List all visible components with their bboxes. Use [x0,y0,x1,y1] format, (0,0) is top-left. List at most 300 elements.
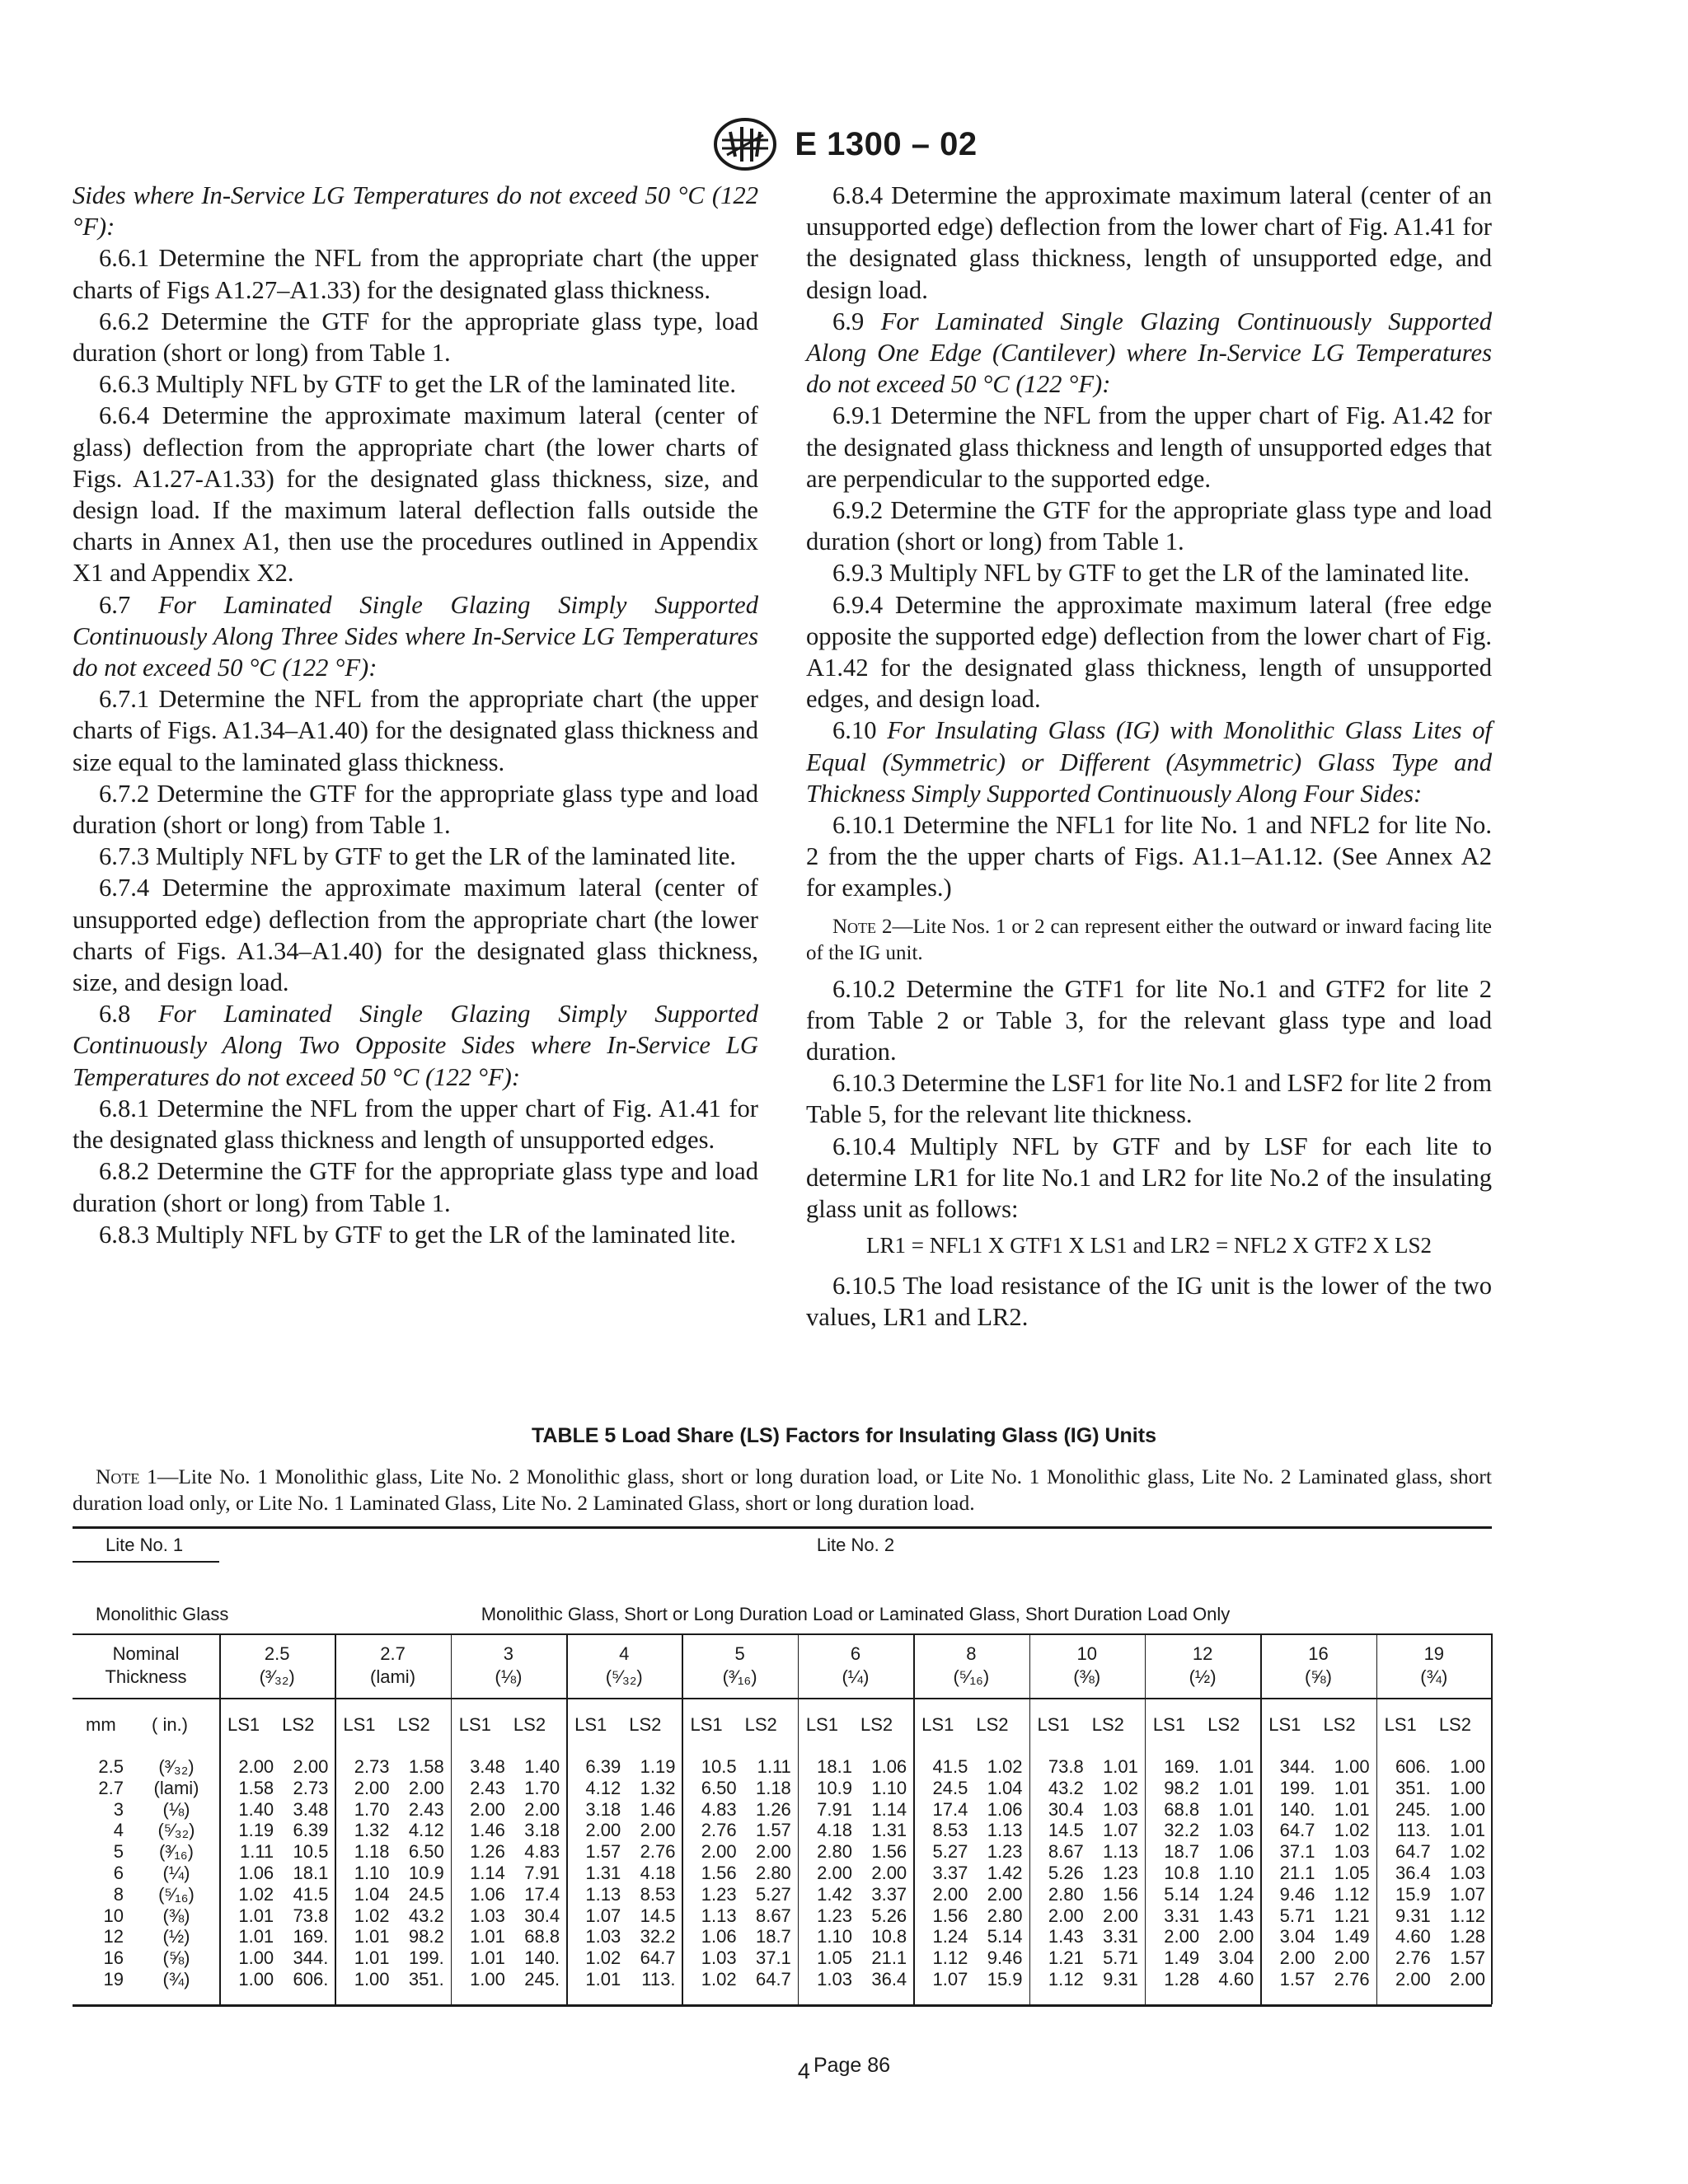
ls1-value: 5.26 [1048,1863,1084,1883]
col-mm-2.5: 2.5 [264,1643,290,1664]
ls1-value: 10.5 [701,1756,737,1777]
unit-mm: mm [86,1714,116,1735]
ls2-value: 2.00 [1450,1969,1485,1990]
ls1-value: 1.70 [354,1798,390,1820]
ls1-value: 4.12 [585,1777,621,1798]
ls2-value: 1.07 [1450,1883,1485,1905]
paragraph: 6.10.4 Multiply NFL by GTF and by LSF for each lite to determine LR1 for lite No.1 and LR2 for lite No.2 of the insulating glass unit as follows: [806,1132,1492,1224]
ls2-value: 36.4 [871,1969,907,1990]
col-mm-16: 16 [1308,1643,1329,1664]
column-divider [1145,1633,1146,2004]
ls2-value: 5.27 [755,1883,791,1905]
ls1-header: LS1 [458,1714,491,1735]
ls2-value: 1.12 [1450,1905,1485,1926]
column-divider [451,1633,452,2004]
ls2-value: 4.18 [640,1863,676,1883]
ls2-value: 1.12 [1334,1883,1370,1905]
ls2-value: 64.7 [640,1947,676,1969]
ls2-value: 1.26 [755,1798,791,1820]
ls2-value: 1.11 [757,1756,791,1777]
ls2-value: 9.31 [1103,1969,1138,1990]
ls1-value: 5.14 [1164,1883,1200,1905]
ls1-value: 10.8 [1164,1863,1200,1883]
ls2-value: 1.02 [1334,1820,1370,1841]
ls2-header: LS2 [397,1714,430,1735]
paragraph: 6.6.3 Multiply NFL by GTF to get the LR of the laminated lite. [99,370,736,399]
ls2-value: 1.46 [640,1798,676,1820]
ls2-value: 6.39 [293,1820,329,1841]
ls1-value: 1.58 [238,1777,274,1798]
ls1-value: 3.31 [1164,1905,1200,1926]
note-label: Note [832,915,877,938]
row-mm: 12 [103,1926,124,1947]
paragraph: 6.10.2 Determine the GTF1 for lite No.1 and GTF2 for lite 2 from Table 2 or Table 3, for the relevant glass type and load duration. [806,974,1492,1066]
ls1-value: 1.02 [238,1883,274,1905]
ls1-value: 2.80 [817,1841,852,1863]
ls1-value: 1.00 [238,1969,274,1990]
ls1-value: 1.01 [354,1947,390,1969]
ls2-value: 5.26 [871,1905,907,1926]
ls1-value: 1.01 [354,1926,390,1947]
table-note-label: Note [96,1465,140,1488]
ls1-value: 1.46 [470,1820,505,1841]
col-mm-4: 4 [619,1643,630,1664]
ls1-value: 1.02 [701,1969,737,1990]
row-in: (⁵⁄₁₆) [158,1883,195,1905]
ls2-value: 1.18 [755,1777,791,1798]
ls2-value: 2.76 [1334,1969,1370,1990]
ls2-value: 2.00 [408,1777,444,1798]
ls1-value: 1.03 [585,1926,621,1947]
ls2-value: 1.00 [1334,1756,1370,1777]
row-mm: 4 [113,1820,124,1841]
paragraph: 6.7.3 Multiply NFL by GTF to get the LR of the laminated lite. [99,842,736,871]
ls2-value: 17.4 [524,1883,560,1905]
ls1-value: 2.80 [1048,1883,1084,1905]
ls1-value: 24.5 [932,1777,968,1798]
ls1-value: 43.2 [1048,1777,1084,1798]
ls1-value: 6.39 [585,1756,621,1777]
lite2-header: Lite No. 2 [816,1535,895,1555]
col-in-5: (³⁄₁₆) [722,1666,757,1687]
ls2-value: 3.18 [524,1820,560,1841]
row-in: (⅜) [162,1905,190,1926]
ls2-value: 1.06 [987,1798,1023,1820]
ls1-value: 5.27 [932,1841,968,1863]
ls1-value: 1.42 [817,1883,852,1905]
ls2-value: 1.31 [871,1820,907,1841]
paragraph: 6.9.2 Determine the GTF for the appropriate glass type and load duration (short or long) from Table 1. [806,496,1492,556]
ls1-value: 32.2 [1164,1820,1200,1841]
ls2-value: 5.71 [1103,1947,1138,1969]
col-in-2.7: (lami) [370,1666,416,1687]
ls1-value: 1.07 [932,1969,968,1990]
column-divider [1376,1633,1378,2004]
table-note-text: 1—Lite No. 1 Monolithic glass, Lite No. 2 Monolithic glass, short or long duration load, or Lite No. 1 Monolithic glass, Lite No. 2 Laminated glass, short duration load only, or Lite No. 1 Laminated Glass, Lite No. 2 Laminated Glass, short or long duration load. [73,1465,1493,1515]
ls1-header: LS1 [690,1714,723,1735]
ls2-value: 5.14 [987,1926,1023,1947]
ls1-value: 1.43 [1048,1926,1084,1947]
ls2-value: 1.10 [1218,1863,1254,1883]
section-number: 6.8 [99,1000,131,1029]
ls1-value: 15.9 [1395,1883,1431,1905]
col-in-2.5: (³⁄₃₂) [259,1666,295,1687]
ls1-value: 351. [1395,1777,1431,1798]
ls1-value: 2.00 [932,1883,968,1905]
row-in: (½) [162,1926,190,1947]
ls1-value: 1.19 [238,1820,274,1841]
ls1-value: 113. [1396,1820,1431,1841]
ls1-value: 1.07 [585,1905,621,1926]
ls1-header: LS1 [805,1714,838,1735]
ls1-value: 64.7 [1279,1820,1315,1841]
ls1-value: 1.56 [932,1905,968,1926]
col-in-12: (½) [1189,1666,1217,1687]
row-mm: 16 [103,1947,124,1969]
ls1-value: 199. [1279,1777,1315,1798]
ls2-value: 113. [641,1969,676,1990]
ls2-value: 1.01 [1218,1777,1254,1798]
ls2-value: 2.00 [755,1841,791,1863]
col-in-19: (¾) [1420,1666,1448,1687]
section-number: 6.10 [832,716,877,745]
paragraph: 6.6.2 Determine the GTF for the appropriate glass type, load duration (short or long) from Table 1. [73,307,758,368]
ls1-value: 2.73 [354,1756,390,1777]
ls2-value: 1.56 [1103,1883,1138,1905]
row-mm: 2.5 [98,1756,124,1777]
ls2-value: 8.67 [755,1905,791,1926]
ls1-value: 30.4 [1048,1798,1084,1820]
ls2-value: 2.80 [987,1905,1023,1926]
ls2-value: 1.03 [1334,1841,1370,1863]
ls2-value: 1.01 [1218,1756,1254,1777]
ls1-value: 1.06 [238,1863,274,1883]
ls1-value: 140. [1279,1798,1315,1820]
ls1-value: 1.01 [470,1926,505,1947]
ls1-value: 1.57 [1279,1969,1315,1990]
ls2-value: 1.02 [1103,1777,1138,1798]
row-in: (¼) [162,1863,190,1883]
ls2-value: 2.00 [871,1863,907,1883]
row-mm: 8 [113,1883,124,1905]
row-mm: 3 [113,1798,124,1820]
col-mm-2.7: 2.7 [380,1643,406,1664]
section-title: For Laminated Single Glazing Continuously Supported Along One Edge (Cantilever) where In-Service LG Temperatures do not exceed 50 °C (122 °F): [806,307,1492,399]
ls1-value: 1.13 [585,1883,621,1905]
ls1-header: LS1 [574,1714,607,1735]
paragraph: 6.8.4 Determine the approximate maximum lateral (center of an unsupported edge) deflection from the lower chart of Fig. A1.41 for the designated glass thickness, length of unsupported edge, and design load. [806,181,1492,304]
ls2-value: 1.07 [1103,1820,1138,1841]
ls2-value: 1.58 [408,1756,444,1777]
ls2-value: 1.42 [987,1863,1023,1883]
ls2-value: 169. [293,1926,329,1947]
ls1-value: 1.57 [585,1841,621,1863]
ls2-value: 1.24 [1218,1883,1254,1905]
ls1-value: 98.2 [1164,1777,1200,1798]
ls2-value: 7.91 [524,1863,560,1883]
ls1-value: 344. [1279,1756,1315,1777]
row-mm: 19 [103,1969,124,1990]
ls2-value: 1.23 [1103,1863,1138,1883]
ls1-value: 4.18 [817,1820,852,1841]
ls1-header: LS1 [343,1714,376,1735]
section-heading [806,715,1492,809]
ls2-value: 2.00 [524,1798,560,1820]
ls2-value: 1.56 [871,1841,907,1863]
section-title: For Insulating Glass (IG) with Monolithic Glass Lites of Equal (Symmetric) or Different (Asymmetric) Glass Type and Thickness Simply Supported Continuously Along Four Sides: [806,716,1492,808]
lite1-type: Monolithic Glass [96,1604,229,1624]
ls1-value: 2.00 [238,1756,274,1777]
ls2-value: 1.03 [1103,1798,1138,1820]
ls1-value: 14.5 [1048,1820,1084,1841]
ls2-value: 1.00 [1450,1777,1485,1798]
section-title: For Laminated Single Glazing Simply Supported Continuously Along Two Opposite Sides where In-Service LG Temperatures do not exceed 50 °C (122 °F): [73,1000,758,1091]
ls2-value: 1.01 [1334,1777,1370,1798]
column-divider [913,1633,915,2004]
ls1-value: 1.01 [238,1905,274,1926]
column-divider [682,1633,683,2004]
ls2-value: 43.2 [408,1905,444,1926]
ls1-value: 2.76 [701,1820,737,1841]
ls2-value: 1.02 [987,1756,1023,1777]
ls2-header: LS2 [744,1714,777,1735]
col-in-8: (⁵⁄₁₆) [953,1666,990,1687]
paragraph: 6.6.1 Determine the NFL from the appropriate chart (the upper charts of Figs A1.27–A1.33) for the designated glass thickness. [73,244,758,304]
col-mm-10: 10 [1076,1643,1097,1664]
ls1-value: 36.4 [1395,1863,1431,1883]
paragraph: 6.7.1 Determine the NFL from the appropriate chart (the upper charts of Figs. A1.34–A1.40) for the designated glass thickness and size equal to the laminated glass thickness. [73,685,758,776]
ls2-value: 68.8 [524,1926,560,1947]
col-in-10: (⅜) [1073,1666,1101,1687]
ls1-value: 1.10 [817,1926,852,1947]
col-in-6: (¼) [842,1666,870,1687]
paragraph: 6.10.3 Determine the LSF1 for lite No.1 and LSF2 for lite 2 from Table 5, for the relevant lite thickness. [806,1069,1492,1129]
ls2-value: 24.5 [408,1883,444,1905]
ls1-value: 1.11 [239,1841,274,1863]
page-header [0,115,1688,173]
note-text: 2—Lite Nos. 1 or 2 can represent either the outward or inward facing lite of the IG unit. [806,915,1492,964]
page-label: Page 86 [813,2054,891,2077]
paragraph: 6.6.4 Determine the approximate maximum lateral (center of glass) deflection from the appropriate chart (the lower charts of Figs. A1.27-A1.33) for the designated glass thickness, size, and design load. If the maximum lateral deflection falls outside the charts in Annex A1, then use the procedures outlined in Appendix X1 and Appendix X2. [73,401,758,588]
row-in: (⅝) [162,1947,190,1969]
ls1-value: 2.00 [817,1863,852,1883]
ls1-value: 1.01 [470,1947,505,1969]
ls1-value: 18.7 [1164,1841,1200,1863]
ls2-header: LS2 [513,1714,546,1735]
ls1-value: 8.53 [932,1820,968,1841]
col-in-3: (⅛) [495,1666,523,1687]
ls1-value: 17.4 [932,1798,968,1820]
ls2-header: LS2 [1323,1714,1356,1735]
ls2-value: 1.04 [987,1777,1023,1798]
ls1-value: 2.00 [1164,1926,1200,1947]
row-mm: 5 [113,1841,124,1863]
col-in-4: (⁵⁄₃₂) [605,1666,643,1687]
ls1-value: 41.5 [932,1756,968,1777]
ls1-value: 5.71 [1279,1905,1315,1926]
row-in: (¾) [162,1969,190,1990]
ls1-value: 1.00 [354,1969,390,1990]
section-title: For Laminated Single Glazing Simply Supported Continuously Along Three Sides where In-Service LG Temperatures do not exceed 50 °C (122 °F): [73,590,758,682]
ls1-value: 3.37 [932,1863,968,1883]
ls1-value: 1.03 [701,1947,737,1969]
ls1-header: LS1 [1384,1714,1417,1735]
ls2-value: 73.8 [293,1905,329,1926]
ls2-value: 140. [524,1947,560,1969]
ls2-value: 4.83 [524,1841,560,1863]
ls2-value: 1.23 [987,1841,1023,1863]
section-heading [806,306,1492,401]
ls1-value: 2.00 [701,1841,737,1863]
row-in: (³⁄₃₂) [158,1756,195,1777]
ls1-value: 1.06 [701,1926,737,1947]
ls2-value: 4.12 [408,1820,444,1841]
ls2-value: 344. [293,1947,329,1969]
ls2-value: 2.76 [640,1841,676,1863]
ls2-value: 1.03 [1450,1863,1485,1883]
ls1-value: 2.00 [1279,1947,1315,1969]
column-divider [1029,1633,1031,2004]
paragraph: 6.10.1 Determine the NFL1 for lite No. 1 and NFL2 for lite No. 2 from the the upper charts of Figs. A1.1–A1.12. (See Annex A2 for examples.) [806,811,1492,902]
ls2-value: 98.2 [408,1926,444,1947]
ls2-header: LS2 [282,1714,315,1735]
ls2-value: 10.8 [871,1926,907,1947]
ls1-value: 1.04 [354,1883,390,1905]
ls1-value: 1.03 [817,1969,852,1990]
ls2-value: 1.13 [987,1820,1023,1841]
nominal-label: Nominal [112,1643,180,1664]
ls2-value: 3.31 [1103,1926,1138,1947]
column-divider [1491,1633,1493,2004]
ls1-value: 2.00 [585,1820,621,1841]
ls2-value: 64.7 [755,1969,791,1990]
col-mm-3: 3 [503,1643,514,1664]
ls1-value: 1.01 [585,1969,621,1990]
ls1-value: 1.05 [817,1947,852,1969]
column-divider [1260,1633,1262,2004]
section-heading [73,589,758,684]
ls1-value: 1.10 [354,1863,390,1883]
ls1-value: 1.26 [470,1841,505,1863]
ls1-value: 9.31 [1395,1905,1431,1926]
ls1-value: 1.23 [817,1905,852,1926]
ls2-value: 3.48 [293,1798,329,1820]
ls2-value: 3.37 [871,1883,907,1905]
ls1-value: 1.12 [1048,1969,1084,1990]
ls1-value: 1.56 [701,1863,737,1883]
ls2-value: 1.01 [1450,1820,1485,1841]
note-paragraph [806,914,1492,967]
paragraph: 6.9.4 Determine the approximate maximum lateral (free edge opposite the supported edge) deflection from the lower chart of Fig. A1.42 for the designated glass thickness, length of unsupported edges, and design load. [806,590,1492,714]
ls1-value: 2.76 [1395,1947,1431,1969]
ls2-header: LS2 [1438,1714,1471,1735]
column-divider [335,1633,336,2004]
row-in: (⁵⁄₃₂) [157,1820,195,1841]
ls2-value: 1.05 [1334,1863,1370,1883]
ls2-value: 14.5 [640,1905,676,1926]
ls1-value: 1.02 [585,1947,621,1969]
ls2-header: LS2 [629,1714,662,1735]
table-note [73,1464,1492,1516]
row-in: (³⁄₁₆) [159,1841,194,1863]
ls2-value: 2.43 [408,1798,444,1820]
ls2-value: 15.9 [987,1969,1023,1990]
ls1-header: LS1 [1152,1714,1186,1735]
ls1-value: 1.21 [1048,1947,1084,1969]
ls1-value: 2.00 [1395,1969,1431,1990]
ls1-header: LS1 [227,1714,260,1735]
table-top-rule [73,1526,1492,1529]
ls1-value: 3.18 [585,1798,621,1820]
ls2-header: LS2 [976,1714,1009,1735]
ls2-value: 2.00 [1103,1905,1138,1926]
ls2-value: 8.53 [640,1883,676,1905]
ls2-value: 1.40 [524,1756,560,1777]
ls1-value: 2.00 [354,1777,390,1798]
ls2-value: 199. [408,1947,444,1969]
astm-logo-icon [710,115,780,173]
ls1-value: 18.1 [817,1756,852,1777]
ls2-value: 2.73 [293,1777,329,1798]
ls2-value: 32.2 [640,1926,676,1947]
ls1-value: 1.00 [470,1969,505,1990]
ls1-value: 9.46 [1279,1883,1315,1905]
paragraph: 6.8.2 Determine the GTF for the appropriate glass type and load duration (short or long) from Table 1. [73,1157,758,1217]
ls1-value: 1.40 [238,1798,274,1820]
page-footer [0,2052,1688,2083]
paragraph: 6.9.1 Determine the NFL from the upper chart of Fig. A1.42 for the designated glass thickness and length of unsupported edges that are perpendicular to the supported edge. [806,401,1492,493]
ls2-header: LS2 [860,1714,893,1735]
ls1-value: 1.06 [470,1883,505,1905]
ls2-value: 1.14 [871,1798,907,1820]
ls2-value: 9.46 [987,1947,1023,1969]
ls2-value: 10.9 [408,1863,444,1883]
ls1-value: 4.83 [701,1798,737,1820]
ls2-value: 4.60 [1218,1969,1254,1990]
ls1-header: LS1 [921,1714,954,1735]
ls2-value: 1.43 [1218,1905,1254,1926]
paragraph: 6.7.4 Determine the approximate maximum lateral (center of unsupported edge) deflection from the appropriate chart (the lower charts of Figs. A1.34–A1.40) for the designated glass thickness, size, and design load. [73,874,758,997]
paragraph: 6.9.3 Multiply NFL by GTF to get the LR of the laminated lite. [832,559,1470,588]
page-number: 4 [797,2059,810,2083]
ls1-value: 1.28 [1164,1969,1200,1990]
ls2-value: 2.00 [293,1756,329,1777]
ls2-value: 6.50 [408,1841,444,1863]
ls1-header: LS1 [1037,1714,1070,1735]
ls1-value: 1.01 [238,1926,274,1947]
row-mm: 10 [103,1905,124,1926]
ls2-value: 1.03 [1218,1820,1254,1841]
ls1-value: 1.24 [932,1926,968,1947]
ls2-value: 41.5 [293,1883,329,1905]
row-in: (lami) [153,1777,199,1798]
ls2-header: LS2 [1091,1714,1124,1735]
col-mm-12: 12 [1192,1643,1213,1664]
ls1-value: 1.31 [585,1863,621,1883]
ls1-value: 1.49 [1164,1947,1200,1969]
ls2-value: 1.70 [524,1777,560,1798]
ls2-value: 3.04 [1218,1947,1254,1969]
ls1-value: 1.18 [354,1841,390,1863]
ls2-value: 2.00 [1334,1947,1370,1969]
header-rule [73,1698,1492,1699]
ls1-value: 37.1 [1279,1841,1315,1863]
ls1-value: 1.12 [932,1947,968,1969]
section-heading [73,998,758,1093]
ls2-value: 2.00 [640,1820,676,1841]
ls2-value: 2.00 [1218,1926,1254,1947]
col-mm-5: 5 [734,1643,745,1664]
